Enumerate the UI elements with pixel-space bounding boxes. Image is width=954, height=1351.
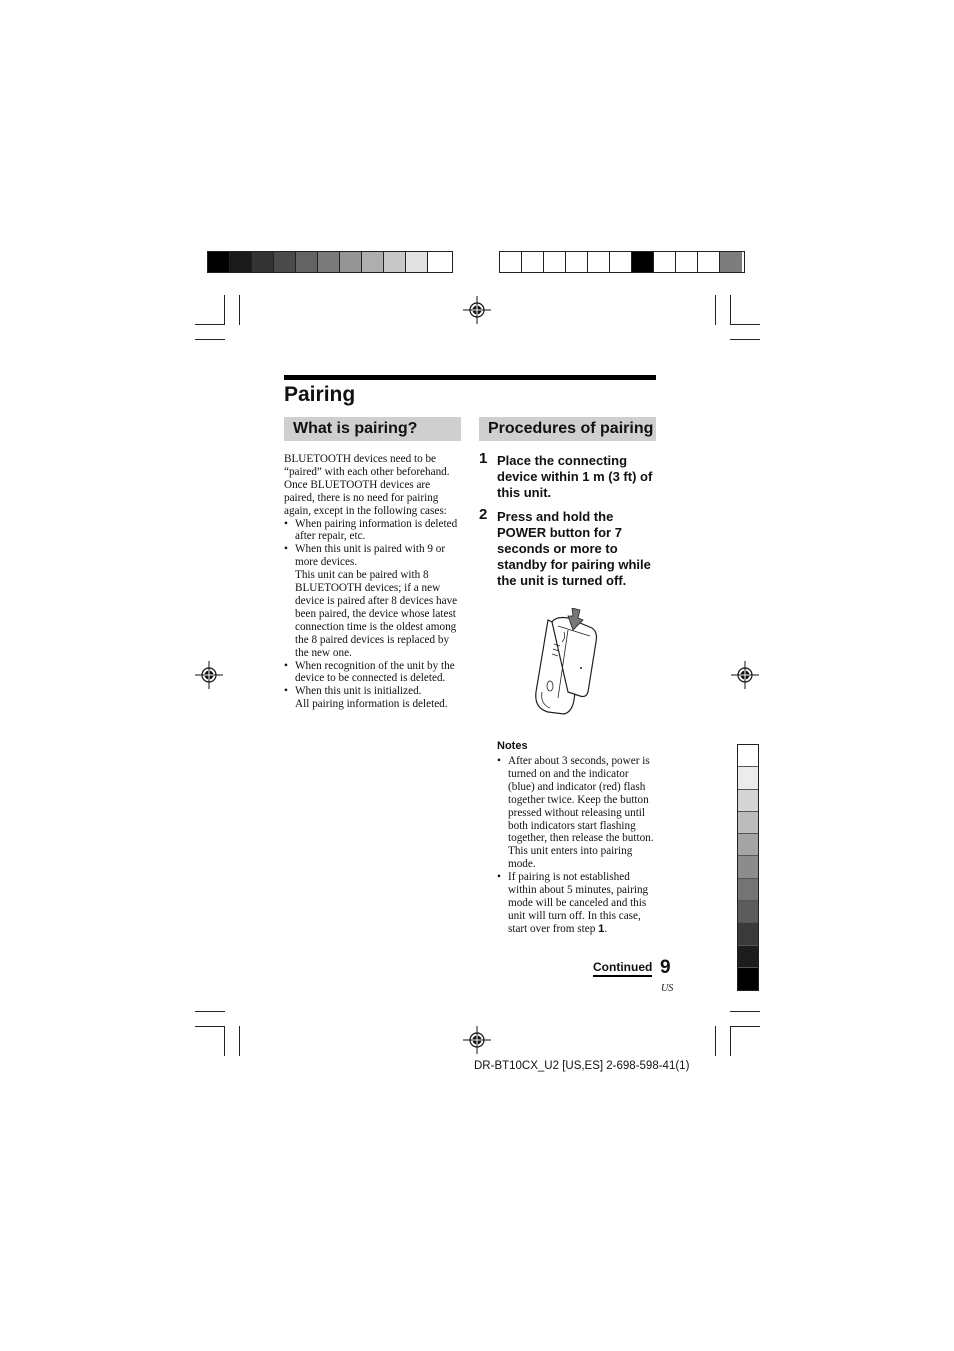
gray-tab [738,968,758,990]
color-swatch [720,252,742,272]
color-swatch [654,252,676,272]
notes-list [497,755,657,936]
color-swatch [632,252,654,272]
step-reference: 1 [598,922,605,935]
list-item: • When pairing information is deleted after repair, etc. [284,518,462,544]
crop-mark [730,339,760,340]
title-rule [284,375,656,380]
continued-label: Continued [593,960,652,977]
crop-mark [730,324,760,325]
color-swatch [384,252,406,272]
color-swatch [676,252,698,272]
list-item: • When this unit is paired with 9 or more devices. This unit can be paired with 8 BLUETOOTH devices; if a new device is paired after 8 devices have been paired, the device whose latest connection time is the oldest among the 8 paired devices is replaced by the new one. [284,543,462,659]
cases-list [284,518,462,712]
step-number: 2 [479,506,488,523]
color-swatch [500,252,522,272]
crop-mark [195,1011,225,1012]
crop-mark [730,295,731,325]
crop-mark [195,339,225,340]
crop-mark [715,295,716,325]
step-text: Press and hold the POWER button for 7 seconds or more to standby for pairing while the unit is turned off. [497,509,651,588]
intro-paragraph-2: Once BLUETOOTH devices are paired, there is no need for pairing again, except in the following cases: [284,478,447,517]
crop-mark [715,1026,716,1056]
crop-mark [730,1026,731,1056]
list-item-detail: All pairing information is deleted. [295,698,448,711]
left-body [284,453,462,711]
color-swatch [230,252,252,272]
document-code: DR-BT10CX_U2 [US,ES] 2-698-598-41(1) [474,1060,690,1072]
list-item: • When this unit is initialized. All pairing information is deleted. [284,685,462,711]
color-swatch [522,252,544,272]
crop-mark [239,1026,240,1056]
section-heading-procedures: Procedures of pairing [479,417,656,441]
crop-mark [195,324,225,325]
registration-mark-icon [463,296,491,324]
page-suffix: US [661,983,674,994]
headset-device-illustration [528,608,608,716]
color-swatch [566,252,588,272]
notes-title: Notes [497,740,528,752]
intro-paragraph-1: BLUETOOTH devices need to be “paired” with each other beforehand. [284,453,450,478]
gray-tab [738,812,758,834]
list-item-detail: This unit can be paired with 8 BLUETOOTH devices; if a new device is paired after 8 devices have been paired, the device whose latest connection time is the oldest among the 8 paired devices is replaced by the new one. [295,569,458,659]
color-swatch [698,252,720,272]
list-item: • After about 3 seconds, power is turned on and the indicator (blue) and indicator (red) flash together twice. Keep the button pressed without releasing until both indicators start flashing together, then release the button. This unit enters into pairing mode. [497,755,657,871]
color-swatch [340,252,362,272]
section-heading-what-is-pairing: What is pairing? [284,417,461,441]
gray-tab [738,923,758,945]
color-swatch [362,252,384,272]
color-swatch [296,252,318,272]
gray-tab [738,745,758,767]
gray-tab [738,856,758,878]
side-gray-scale-tabs [737,744,759,991]
crop-mark [730,1011,760,1012]
color-swatch [274,252,296,272]
gray-tab [738,901,758,923]
gray-tab [738,767,758,789]
registration-mark-icon [463,1026,491,1054]
crop-mark [239,295,240,325]
color-bar-right [499,251,745,273]
color-swatch [208,252,230,272]
page-title: Pairing [284,383,356,406]
crop-mark [195,1026,225,1027]
color-swatch [252,252,274,272]
gray-tab [738,946,758,968]
gray-tab [738,834,758,856]
gray-tab [738,790,758,812]
crop-mark [730,1026,760,1027]
color-swatch [588,252,610,272]
color-swatch [318,252,340,272]
color-bar-left [207,251,453,273]
gray-tab [738,879,758,901]
step-text: Place the connecting device within 1 m (3 ft) of this unit. [497,453,653,500]
color-swatch [428,252,450,272]
list-item: • When recognition of the unit by the device to be connected is deleted. [284,660,462,686]
color-swatch [610,252,632,272]
color-swatch [544,252,566,272]
list-item: • If pairing is not established within about 5 minutes, pairing mode will be canceled and this unit will turn off. In this case, start over from step 1. [497,871,657,936]
registration-mark-icon [731,661,759,689]
step-number: 1 [479,450,488,467]
page-number: 9 [660,957,671,978]
registration-mark-icon [195,661,223,689]
crop-mark [224,1026,225,1056]
crop-mark [224,295,225,325]
notes-body [497,755,657,936]
color-swatch [406,252,428,272]
